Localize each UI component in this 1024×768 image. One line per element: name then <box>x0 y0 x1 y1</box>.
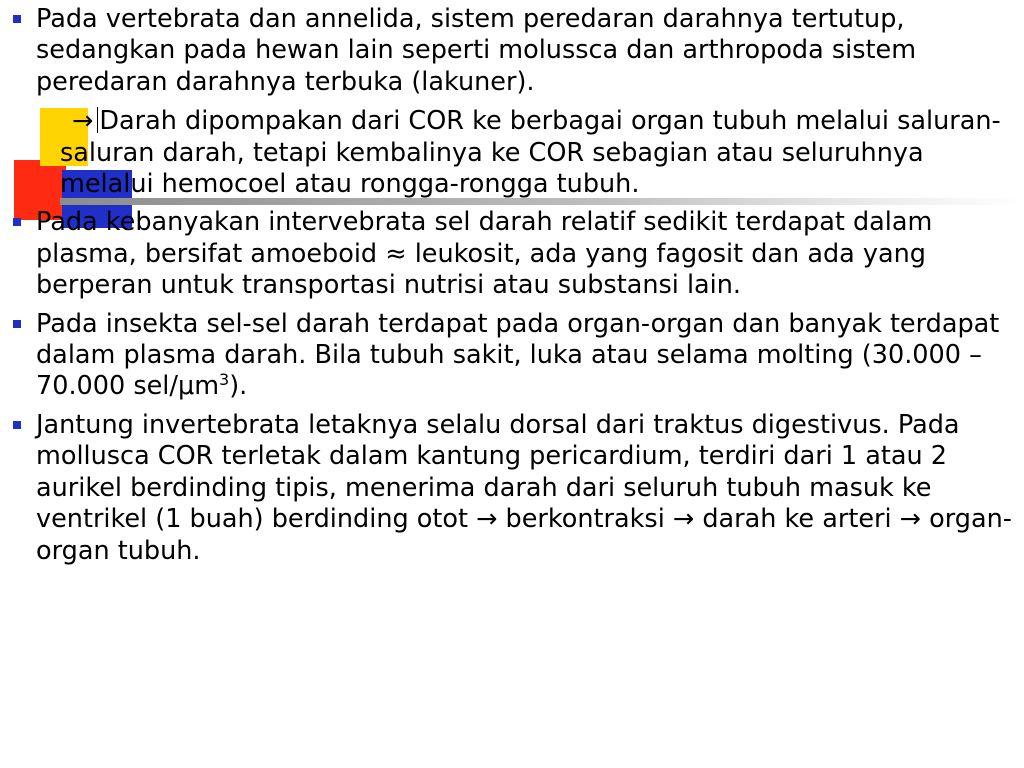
bullet-item <box>12 309 1016 403</box>
bullet-item <box>12 207 1016 301</box>
sub-paragraph <box>36 106 1016 200</box>
sub-paragraph-text: Darah dipompakan dari COR ke berbagai organ tubuh melalui saluran-saluran darah, tetapi kembalinya ke COR sebagian atau seluruhnya melalui hemocoel atau rongga-rongga tubuh. <box>60 106 1001 200</box>
bullet-item <box>12 410 1016 567</box>
bullet-text: Jantung invertebrata letaknya selalu dorsal dari traktus digestivus. Pada mollusca COR terletak dalam kantung pericardium, terdiri dari 1 atau 2 aurikel berdinding tipis, menerima darah dari seluruh tubuh masuk ke ventrikel (1 buah) berdinding otot → berkontraksi → darah ke arteri → organ-organ tubuh. <box>36 409 1012 566</box>
bullet-square-icon <box>13 218 21 226</box>
bullet-square-icon <box>13 15 21 23</box>
bullet-square-icon <box>13 320 21 328</box>
slide-body <box>12 4 1016 574</box>
bullet-text: Pada kebanyakan intervebrata sel darah relatif sedikit terdapat dalam plasma, bersifat amoeboid ≈ leukosit, ada yang fagosit dan ada yang berperan untuk transportasi nutrisi atau substansi lain. <box>36 207 933 301</box>
bullet-item <box>12 4 1016 200</box>
superscript: 3 <box>219 370 230 390</box>
bullet-text-tail: ). <box>229 371 248 402</box>
bullet-square-icon <box>13 421 21 429</box>
arrow-icon: → <box>72 106 94 137</box>
bullet-text: Pada insekta sel-sel darah terdapat pada organ-organ dan banyak terdapat dalam plasma darah. Bila tubuh sakit, luka atau selama molting (30.000 – 70.000 sel/μm <box>36 308 1000 402</box>
bullet-text: Pada vertebrata dan annelida, sistem peredaran darahnya tertutup, sedangkan pada hewan lain seperti molussca dan arthropoda sistem peredaran darahnya terbuka (lakuner). <box>36 4 917 97</box>
